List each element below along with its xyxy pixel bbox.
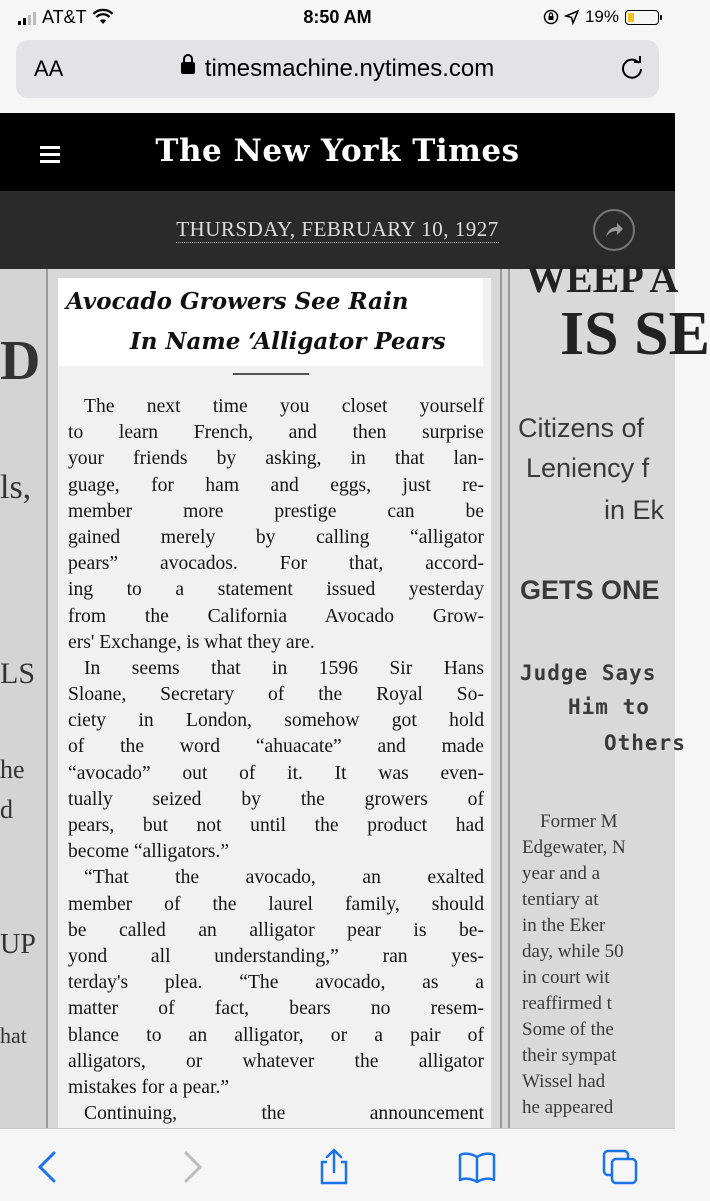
article-line: terday's plea. “The avocado, as a [68,972,484,994]
article-line: mistakes for a pear.” [68,1076,230,1098]
battery-percent: 19% [584,7,619,26]
headline-divider [233,373,309,375]
article-clipping [58,278,491,1128]
reload-icon[interactable] [619,55,645,81]
article-headline [58,278,483,366]
article-line: of the word “ahuacate” and made [68,736,484,758]
fragment-text: LS [0,657,36,690]
fragment-body-line: in court wit [522,967,610,988]
article-line: Continuing, the announcement [84,1103,484,1125]
fragment-body-line: reaffirmed t [522,993,612,1014]
lock-icon [181,62,195,74]
article-line: “avocado” out of it. It was even- [68,762,484,784]
left-column-fragment [0,269,46,1128]
article-line: pears” avocados. For that, accord- [68,553,484,575]
battery-icon [625,10,659,25]
fragment-text: d [0,795,13,824]
browser-toolbar [0,1128,675,1201]
location-icon [565,10,579,24]
article-line: member of the laurel family, should [68,893,484,915]
fragment-text: D [0,330,41,392]
fragment-body-line: year and a [522,863,601,884]
share-button[interactable] [593,209,635,251]
share-arrow-icon [603,219,625,241]
fragment-deck: Him to [568,695,650,719]
column-rule [500,269,502,1128]
fragment-body-line: in the Eker [522,915,606,936]
article-line: guage, for ham and eggs, just re- [68,474,484,496]
article-line: to learn French, and then surprise [68,422,484,444]
carrier-label: AT&T [42,7,87,27]
url-text: timesmachine.nytimes.com [204,55,495,82]
article-line: your friends by asking, in that lan- [68,448,484,470]
article-line: ing to a statement issued yesterday [68,579,484,601]
headline-line: Avocado Growers See Rain [66,288,409,315]
right-column-fragment [510,256,710,1128]
fragment-text: UP [0,929,36,960]
article-line: member more prestige can be [68,500,484,522]
status-bar [0,0,675,36]
fragment-deck: GETS ONE [520,575,660,605]
url-display[interactable] [16,55,659,83]
fragment-body-line: day, while 50 [522,941,624,962]
fragment-text: he [0,755,25,784]
bookmarks-icon[interactable] [457,1147,497,1187]
headline-line: In Name ‘Alligator Pears [130,328,446,355]
forward-icon[interactable] [172,1147,212,1187]
fragment-subhead: in Ek [604,495,665,525]
article-line: ers' Exchange, is what they are. [68,631,315,653]
fragment-deck: Others [604,731,686,755]
article-line: In seems that in 1596 Sir Hans [84,657,484,679]
article-line: tually seized by the growers of [68,788,484,810]
status-icons [543,7,659,27]
fragment-body-line: tentiary at [522,889,599,910]
article-line: ciety in London, somehow got hold [68,710,484,732]
fragment-body-line: their sympat [522,1045,617,1066]
fragment-headline: WEEP A [526,256,679,301]
orientation-lock-icon [543,9,559,25]
article-body [68,394,484,1127]
fragment-body-line: Former M [540,811,618,832]
text-size-button[interactable]: AA [34,56,64,81]
issue-date[interactable] [0,217,675,242]
fragment-body-line: Edgewater, N [522,837,626,858]
article-line: gained merely by calling “alligator [68,526,484,548]
article-line: yond all understanding,” ran yes- [68,945,484,967]
share-icon[interactable] [314,1147,354,1187]
fragment-body-line: Wissel had [522,1071,606,1092]
article-line: The next time you closet yourself [84,396,484,417]
article-line: “That the avocado, an exalted [84,867,484,889]
article-line: from the California Avocado Grow- [68,605,484,627]
fragment-subhead: Citizens of [518,413,645,443]
address-bar[interactable] [16,40,659,98]
article-line: pears, but not until the product had [68,815,484,836]
fragment-body-line: he appeared [522,1097,614,1118]
site-logo[interactable]: The New York Times [155,133,520,169]
column-rule [46,269,48,1128]
article-line: matter of fact, bears no resem- [68,998,484,1020]
site-header [0,113,675,191]
article-line: Sloane, Secretary of the Royal So- [68,684,484,706]
article-line: alligators, or whatever the alligator [68,1050,484,1072]
fragment-text: ls, [0,469,32,506]
back-icon[interactable] [28,1147,68,1187]
article-line: be called an alligator pear is be- [68,919,484,941]
fragment-headline: IS SE [560,300,710,368]
clock: 8:50 AM [303,7,372,27]
article-line: blance to an alligator, or a pair of [68,1024,484,1046]
fragment-body-line: Some of the [522,1019,614,1040]
fragment-text: hat [0,1023,27,1048]
tabs-icon[interactable] [600,1147,640,1187]
fragment-subhead: Leniency f [526,453,650,483]
fragment-deck: Judge Says [520,661,657,685]
issue-date-text: THURSDAY, FEBRUARY 10, 1927 [176,217,499,241]
newspaper-page[interactable] [0,256,710,1128]
article-line: become “alligators.” [68,841,230,863]
